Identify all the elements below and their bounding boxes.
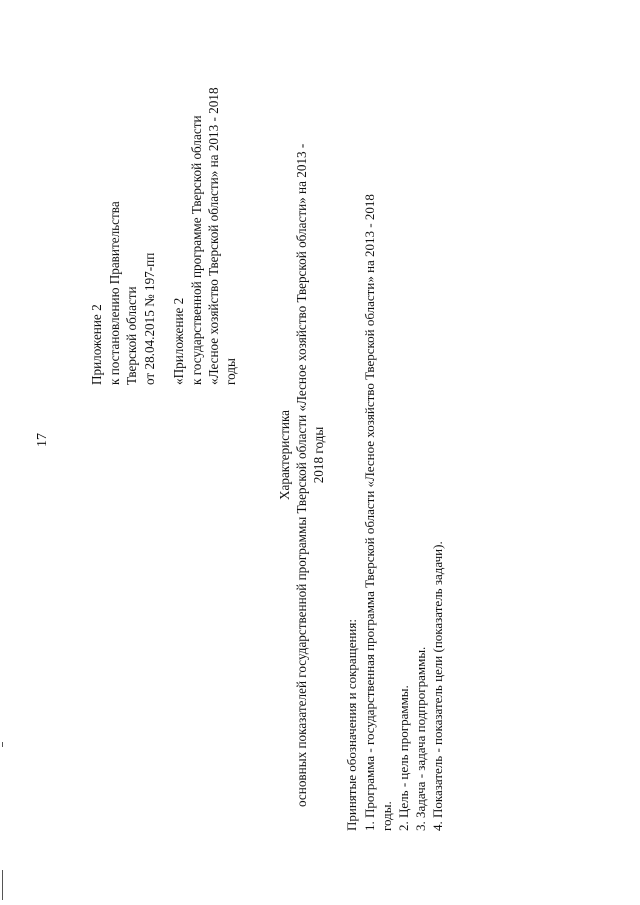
appendix2-line-3: «Лесное хозяйство Тверской области» на 2013 - 2018 [206, 87, 221, 385]
appendix2-line-4: годы [223, 358, 238, 385]
definition-item-4: 4. Показатель - показатель цели (показатель задачи). [430, 541, 445, 831]
appendix-line-4: от 28.04.2015 № 197-пп [142, 252, 157, 385]
definitions-heading: Принятые обозначения и сокращения: [344, 619, 359, 831]
definition-item-1: 1. Программа - государственная программа Тверской области «Лесное хозяйство Тверской области» на 2013 - 2018 [362, 194, 377, 831]
definition-item-3: 3. Задача - задача подпрограммы. [413, 646, 428, 831]
definition-item-2: 2. Цель - цель программы. [396, 685, 411, 831]
title-line-2: 2018 годы [311, 426, 326, 484]
appendix-line-3: Тверской области [124, 286, 139, 385]
appendix-line-2: к постановлению Правительства [107, 201, 122, 385]
appendix2-line-2: к государственной программе Тверской области [189, 115, 204, 385]
page-number: 17 [35, 433, 50, 447]
appendix-line-1: Приложение 2 [89, 304, 104, 385]
definition-item-1-cont: годы. [379, 801, 394, 831]
title-heading: Характеристика [277, 409, 292, 501]
appendix2-line-1: «Приложение 2 [171, 297, 186, 385]
title-line-1: основных показателей государственной программы Тверской области «Лесное хозяйство Тверской области» на 2013 - [294, 143, 309, 807]
